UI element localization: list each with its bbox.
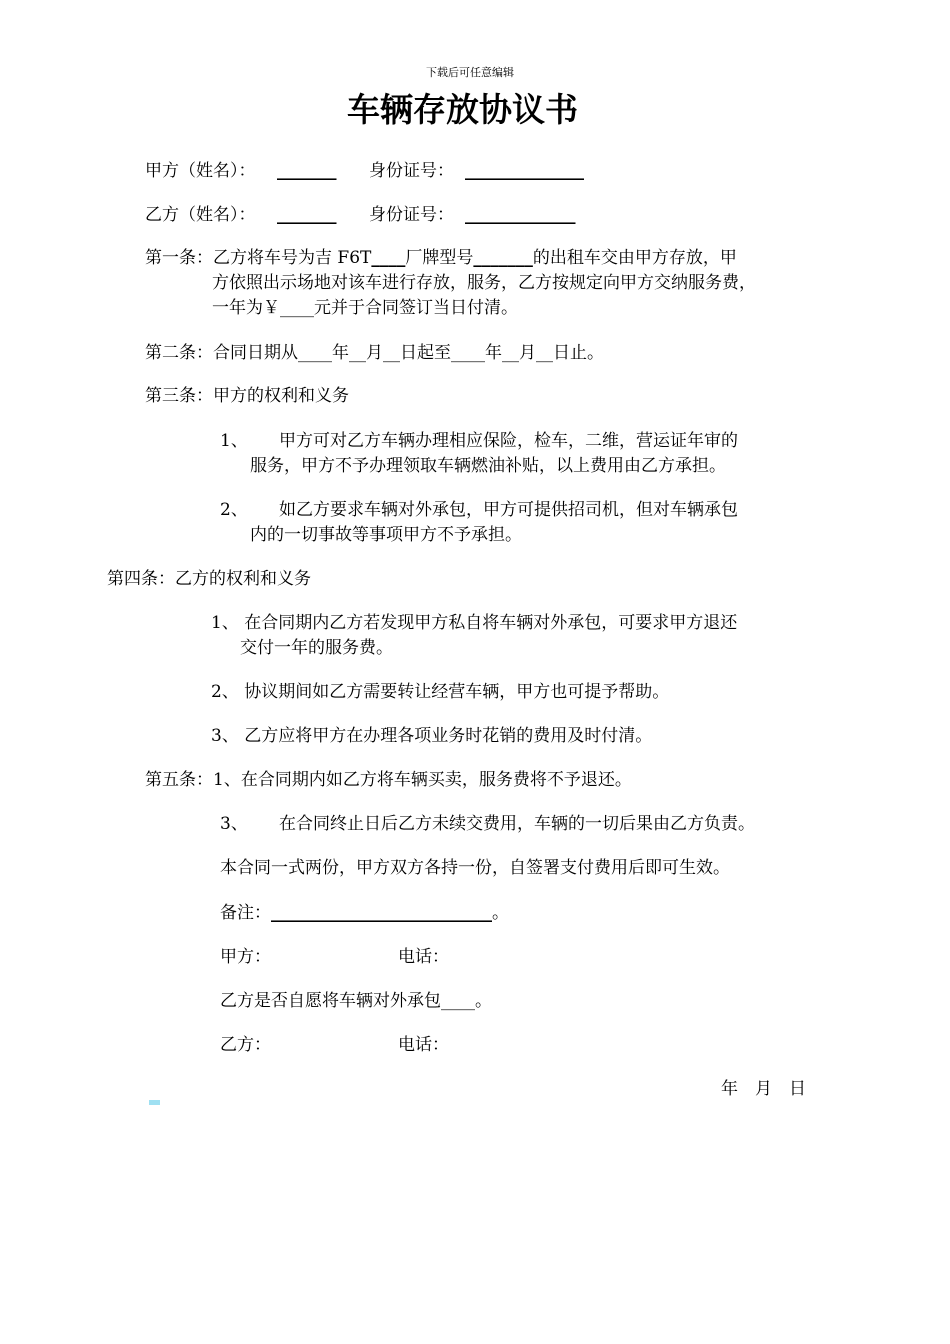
article-1-text-c: 的出租车交由甲方存放，甲 <box>532 248 737 268</box>
article-1-text-b: 厂牌型号 <box>405 248 474 268</box>
article-2: 第二条：合同日期从____年__月__日起至____年__月__日止。 <box>145 343 604 363</box>
article-3-item-2-line-2: 内的一切事故等事项甲方不予承担。 <box>250 525 522 545</box>
consent-question: 乙方是否自愿将车辆对外承包____。 <box>220 991 492 1011</box>
party-a-id-label: 身份证号： <box>369 161 454 181</box>
article-4-item-1-line-1: 1、 在合同期内乙方若发现甲方私自将车辆对外承包，可要求甲方退还 <box>211 613 738 633</box>
article-1-line-2: 方依照出示场地对该车进行存放，服务，乙方按规定向甲方交纳服务费， <box>212 273 756 293</box>
article-5-item-3-number: 3、 <box>220 814 248 834</box>
party-b-name-blank: _______ <box>277 205 337 225</box>
article-1-blank-plate: ____ <box>371 248 406 268</box>
article-4-item-2: 2、 协议期间如乙方需要转让经营车辆，甲方也可提予帮助。 <box>211 682 670 702</box>
party-b-name-label: 乙方（姓名）： <box>145 205 256 225</box>
article-1-blank-model: _______ <box>473 248 533 268</box>
header-note: 下载后可任意编辑 <box>426 66 514 79</box>
article-3-item-2-number: 2、 <box>220 500 248 520</box>
party-a-name-blank: _______ <box>277 161 337 181</box>
article-4-item-1-line-2: 交付一年的服务费。 <box>240 638 393 658</box>
article-3-item-1-line-1: 甲方可对乙方车辆办理相应保险，检车，二维，营运证年审的 <box>279 431 738 451</box>
article-1-line-1 <box>145 247 737 269</box>
cursor-marker <box>149 1100 160 1105</box>
article-3-item-2-line-1: 如乙方要求车辆对外承包，甲方可提供招司机，但对车辆承包 <box>279 500 738 520</box>
remark-end: 。 <box>492 903 509 923</box>
party-b-id-blank: _____________ <box>465 205 576 225</box>
article-3-item-1-number: 1、 <box>220 431 248 451</box>
article-1-text-a: 第一条：乙方将车号为吉 F6T <box>145 248 372 268</box>
date-line: 年 月 日 <box>721 1079 806 1099</box>
article-5-item-3-text: 在合同终止日后乙方未续交费用，车辆的一切后果由乙方负责。 <box>279 814 755 834</box>
article-3-heading: 第三条：甲方的权利和义务 <box>145 386 349 406</box>
article-5-line-1: 第五条：1、在合同期内如乙方将车辆买卖，服务费将不予退还。 <box>145 770 632 790</box>
party-b-phone-label: 电话： <box>398 1035 449 1055</box>
article-4-item-3: 3、 乙方应将甲方在办理各项业务时花销的费用及时付清。 <box>211 726 653 746</box>
party-b-id-label: 身份证号： <box>369 205 454 225</box>
document-title: 车辆存放协议书 <box>347 90 578 129</box>
party-a-signature-label: 甲方： <box>220 947 271 967</box>
party-b-signature-label: 乙方： <box>220 1035 271 1055</box>
article-4-heading: 第四条：乙方的权利和义务 <box>107 569 311 589</box>
remark-row <box>220 902 509 924</box>
article-3-item-1-line-2: 服务，甲方不予办理领取车辆燃油补贴，以上费用由乙方承担。 <box>250 456 726 476</box>
remark-blank: __________________________ <box>271 903 492 923</box>
article-1-line-3: 一年为￥____元并于合同签订当日付清。 <box>212 298 518 318</box>
party-a-name-label: 甲方（姓名）： <box>145 161 256 181</box>
party-a-phone-label: 电话： <box>398 947 449 967</box>
remark-label: 备注： <box>220 903 271 923</box>
closing-statement: 本合同一式两份，甲方双方各持一份，自签署支付费用后即可生效。 <box>220 858 730 878</box>
party-a-id-blank: ______________ <box>465 161 584 181</box>
